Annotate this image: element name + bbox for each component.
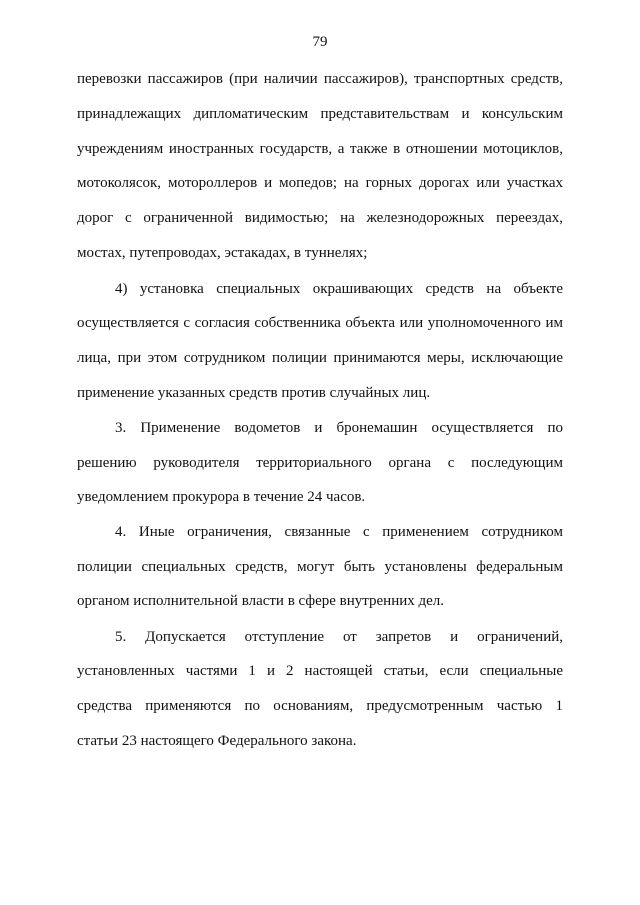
page-number: 79: [312, 34, 328, 50]
text-line: 3. Применение водометов и бронемашин осуществляется по: [115, 420, 563, 436]
text-line: перевозки пассажиров (при наличии пассажиров), транспортных средств,: [77, 71, 563, 87]
text-line: статьи 23 настоящего Федерального закона.: [77, 733, 357, 749]
text-line: принадлежащих дипломатическим представительствам и консульским: [77, 106, 563, 122]
text-line: дорог с ограниченной видимостью; на железнодорожных переездах,: [77, 210, 563, 226]
text-line: 4) установка специальных окрашивающих средств на объекте: [115, 281, 563, 297]
text-line: уведомлением прокурора в течение 24 часов.: [77, 489, 366, 505]
text-line: средства применяются по основаниям, предусмотренным частью 1: [77, 698, 563, 714]
text-line: решению руководителя территориального органа с последующим: [77, 455, 563, 471]
text-line: 4. Иные ограничения, связанные с применением сотрудником: [115, 524, 563, 540]
text-line: мостах, путепроводах, эстакадах, в туннелях;: [77, 245, 368, 261]
text-line: учреждениям иностранных государств, а также в отношении мотоциклов,: [77, 141, 563, 157]
text-line: мотоколясок, мотороллеров и мопедов; на горных дорогах или участках: [77, 175, 563, 191]
text-line: осуществляется с согласия собственника объекта или уполномоченного им: [77, 315, 563, 331]
text-line: органом исполнительной власти в сфере внутренних дел.: [77, 593, 445, 609]
text-line: полиции специальных средств, могут быть установлены федеральным: [77, 559, 563, 575]
text-line: установленных частями 1 и 2 настоящей статьи, если специальные: [77, 663, 563, 679]
text-line: лица, при этом сотрудником полиции принимаются меры, исключающие: [77, 350, 563, 366]
text-line: применение указанных средств против случайных лиц.: [77, 385, 431, 401]
text-line: 5. Допускается отступление от запретов и ограничений,: [115, 629, 563, 645]
